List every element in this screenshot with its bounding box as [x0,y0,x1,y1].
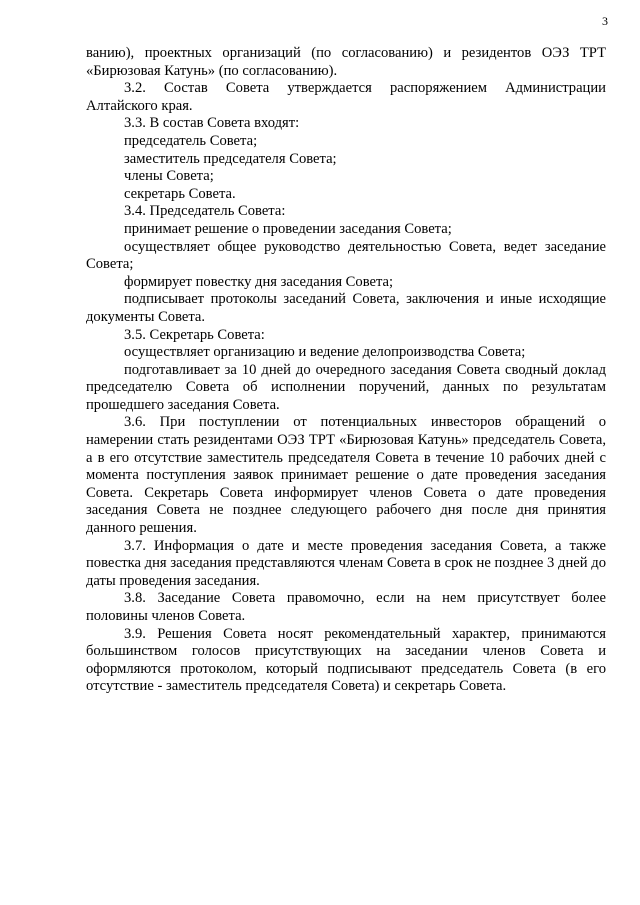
paragraph: члены Совета; [124,168,214,185]
paragraph: ванию), проектных организаций (по согласованию) и резидентов ОЭЗ ТРТ «Бирюзовая Катунь» (по согласованию). [86,45,606,79]
paragraph: 3.6. При поступлении от потенциальных инвесторов обращений о намерении стать резидентами ОЭЗ ТРТ «Бирюзовая Катунь» председатель Совета, а в его отсутствие заместитель председателя Совета в течение 10 рабочих дней с момента поступления заявок принимает решение о дате проведения заседания Совета. Секретарь Совета информирует членов Совета о дате проведения заседания Совета не позднее следующего рабочего дня после дня принятия данного решения. [86,414,606,537]
paragraph: осуществляет организацию и ведение делопроизводства Совета; [124,344,526,361]
paragraph: 3.2. Состав Совета утверждается распоряжением Администрации Алтайского края. [86,80,606,114]
paragraph: секретарь Совета. [124,185,236,202]
paragraph: принимает решение о проведении заседания Совета; [124,220,452,237]
paragraph: заместитель председателя Совета; [124,150,337,167]
paragraph: осуществляет общее руководство деятельностью Совета, ведет заседание Совета; [86,238,606,273]
paragraph: 3.3. В состав Совета входят: [124,115,300,132]
paragraph: председатель Совета; [124,132,258,149]
paragraph: 3.7. Информация о дате и месте проведения заседания Совета, а также повестка дня заседания представляются членам Совета в срок не позднее 3 дней до даты проведения заседания. [86,537,606,589]
paragraph: подготавливает за 10 дней до очередного заседания Совета сводный доклад председателю Совета об исполнении поручений, данных по результатам прошедшего заседания Совета. [86,361,606,413]
paragraph: 3.5. Секретарь Совета: [124,326,265,343]
paragraph: формирует повестку дня заседания Совета; [124,273,394,290]
paragraph: 3.8. Заседание Совета правомочно, если на нем присутствует более половины членов Совета. [86,590,606,624]
paragraph: 3.9. Решения Совета носят рекомендательный характер, принимаются большинством голосов присутствующих на заседании членов Совета и оформляются протоколом, который подписывают председатель Совета (в его отсутствие - заместитель председателя Совета) и секретарь Совета. [86,625,606,695]
paragraph: подписывает протоколы заседаний Совета, заключения и иные исходящие документы Совета. [86,291,606,325]
page-number: 3 [602,14,608,28]
paragraph: 3.4. Председатель Совета: [124,203,286,220]
document-body [86,45,606,696]
